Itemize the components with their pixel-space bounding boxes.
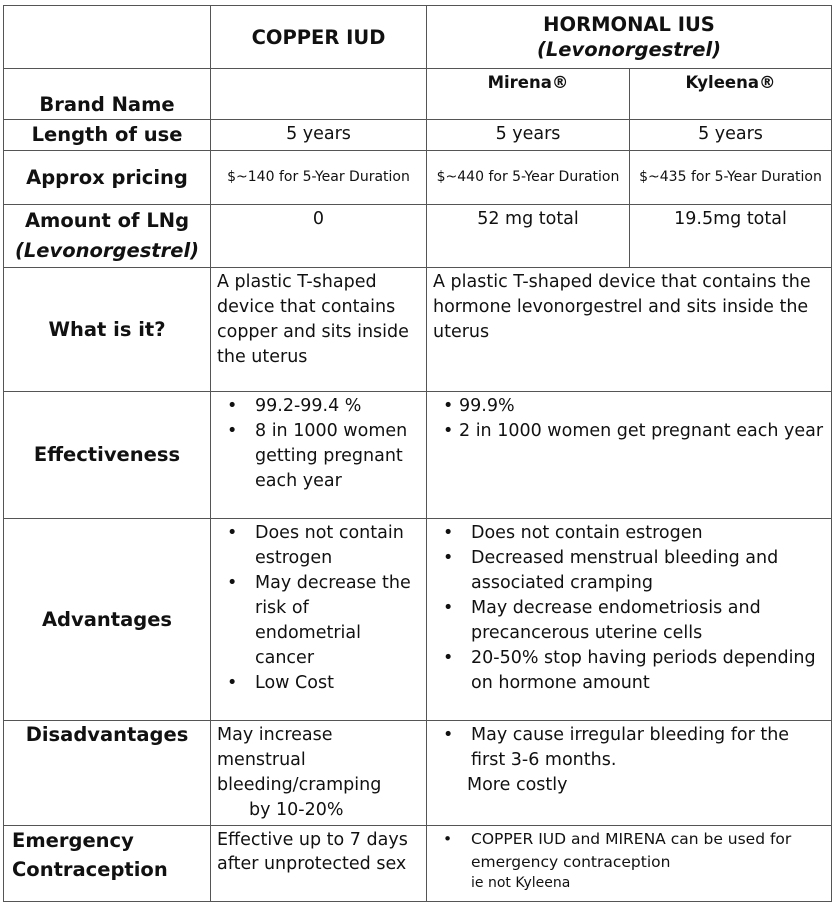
list-item: • Does not contain estrogen (433, 521, 825, 546)
list-item: • Decreased menstrual bleeding and associated cramping (433, 546, 825, 596)
what-hormonal: A plastic T-shaped device that contains the hormone levonorgestrel and sits inside the uterus (427, 268, 832, 392)
list-item: • Does not contain estrogen (217, 521, 420, 571)
length-row (4, 120, 832, 151)
hormonal-ius-title: HORMONAL IUS (543, 13, 715, 36)
corner-cell (4, 6, 211, 69)
pricing-copper: $~140 for 5-Year Duration (211, 151, 427, 205)
lng-kyleena: 19.5mg total (630, 205, 832, 268)
list-item: • 20-50% stop having periods depending on hormone amount (433, 646, 825, 696)
lng-mirena: 52 mg total (427, 205, 630, 268)
list-item: • May decrease the risk of endometrial cancer (217, 571, 420, 671)
disadvantages-hormonal-list (433, 723, 825, 773)
emergency-label: Emergency Contraception (4, 826, 211, 902)
header-row (4, 6, 832, 69)
what-copper: A plastic T-shaped device that contains copper and sits inside the uterus (211, 268, 427, 392)
lng-label: Amount of LNg (24, 209, 190, 232)
advantages-row (4, 519, 832, 721)
effectiveness-copper-cell (211, 392, 427, 519)
effectiveness-copper-list (217, 394, 420, 494)
list-item: • 2 in 1000 women get pregnant each year (433, 419, 825, 444)
emergency-hormonal-cell (427, 826, 832, 902)
disadvantages-row (4, 721, 832, 826)
list-item: • COPPER IUD and MIRENA can be used for emergency contraception (433, 828, 825, 874)
effectiveness-hormonal-cell (427, 392, 832, 519)
effectiveness-row (4, 392, 832, 519)
list-item: • 99.9% (433, 394, 825, 419)
advantages-hormonal-cell (427, 519, 832, 721)
disadvantages-copper: May increase menstrual bleeding/cramping (217, 725, 382, 795)
brand-copper-cell (211, 69, 427, 120)
iud-comparison-table (3, 5, 832, 902)
length-mirena: 5 years (427, 120, 630, 151)
what-row (4, 268, 832, 392)
effectiveness-hormonal-list (433, 394, 825, 444)
disadvantages-copper-extra: by 10-20% (249, 800, 344, 820)
length-label: Length of use (4, 120, 211, 151)
lng-label-sub: (Levonorgestrel) (14, 239, 200, 262)
advantages-hormonal-list (433, 521, 825, 696)
list-item: • 8 in 1000 women getting pregnant each year (217, 419, 420, 494)
length-copper: 5 years (211, 120, 427, 151)
brand-label: Brand Name (4, 69, 211, 120)
pricing-kyleena: $~435 for 5-Year Duration (630, 151, 832, 205)
advantages-copper-cell (211, 519, 427, 721)
brand-kyleena: Kyleena® (630, 69, 832, 120)
brand-row (4, 69, 832, 120)
list-item: • May cause irregular bleeding for the first 3-6 months. (433, 723, 825, 773)
copper-iud-title: COPPER IUD (251, 25, 386, 49)
list-item: • May decrease endometriosis and precancerous uterine cells (433, 596, 825, 646)
emergency-copper: Effective up to 7 days after unprotected sex (211, 826, 427, 902)
pricing-label: Approx pricing (4, 151, 211, 205)
list-item: • Low Cost (217, 671, 420, 696)
lng-copper: 0 (211, 205, 427, 268)
disadvantages-hormonal-cell (427, 721, 832, 826)
lng-row (4, 205, 832, 268)
disadvantages-copper-cell (211, 721, 427, 826)
copper-iud-header (211, 6, 427, 69)
list-item: • 99.2-99.4 % (217, 394, 420, 419)
what-label: What is it? (4, 268, 211, 392)
advantages-label: Advantages (4, 519, 211, 721)
pricing-mirena: $~440 for 5-Year Duration (427, 151, 630, 205)
brand-mirena: Mirena® (427, 69, 630, 120)
disadvantages-label: Disadvantages (4, 721, 211, 826)
hormonal-ius-header (427, 6, 832, 69)
emergency-hormonal-note: ie not Kyleena (471, 875, 571, 891)
advantages-copper-list (217, 521, 420, 696)
emergency-row (4, 826, 832, 902)
effectiveness-label: Effectiveness (4, 392, 211, 519)
hormonal-ius-subtitle: (Levonorgestrel) (536, 38, 722, 61)
emergency-hormonal-list (433, 828, 825, 874)
lng-label-cell (4, 205, 211, 268)
length-kyleena: 5 years (630, 120, 832, 151)
disadvantages-hormonal-extra: More costly (467, 775, 568, 795)
pricing-row (4, 151, 832, 205)
